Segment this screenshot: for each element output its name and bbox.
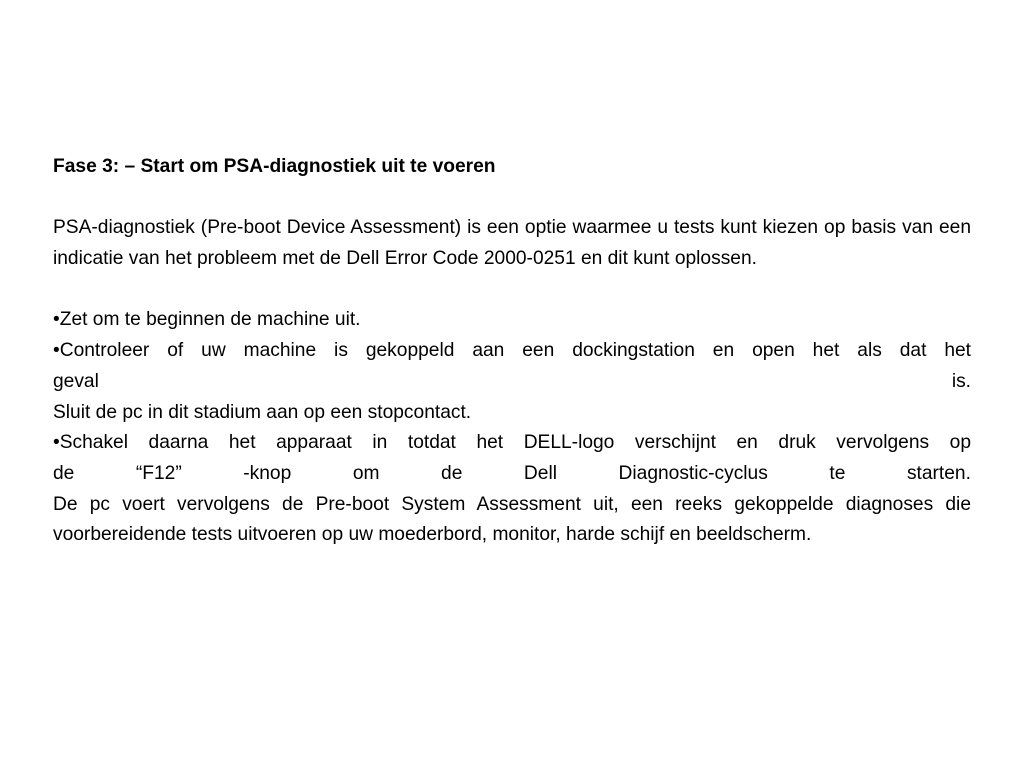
word: Dell — [523, 463, 557, 484]
intro-paragraph: PSA-diagnostiek (Pre-boot Device Assessment) is een optie waarmee u tests kunt kiezen op basis van een indicatie van het probleem met de Dell Error Code 2000-0251 en dit kunt oplossen. — [53, 217, 971, 270]
bullet-3-text: •Schakel daarna het apparaat in totdat het DELL-logo verschijnt en druk vervolgens op — [53, 432, 971, 454]
word: de — [441, 463, 463, 484]
slide-title: Fase 3: – Start om PSA-diagnostiek uit te voeren — [53, 156, 496, 177]
word: is. — [951, 370, 971, 392]
word: starten. — [906, 463, 971, 484]
bullet-item-1: •Zet om te beginnen de machine uit. — [53, 309, 361, 331]
word: Diagnostic-cyclus — [618, 463, 768, 484]
bullet-3-justified-line — [53, 459, 971, 490]
bullet-item-3 — [53, 428, 971, 551]
bullet-2-continuation: Sluit de pc in dit stadium aan op een stopcontact. — [53, 401, 472, 423]
bullet-3-continuation: De pc voert vervolgens de Pre-boot System Assessment uit, een reeks gekoppelde diagnoses die voorbereidende tests uitvoeren op uw moederbord, monitor, harde schijf en beeldscherm. — [53, 493, 971, 546]
bullet-2-text: •Controleer of uw machine is gekoppeld aan een dockingstation en open het als dat het — [53, 340, 971, 362]
spacer — [53, 275, 971, 306]
bullet-2-justified-line — [53, 367, 971, 398]
word: -knop — [243, 463, 292, 484]
word: om — [352, 463, 380, 484]
word: te — [829, 463, 846, 484]
word: geval — [53, 370, 99, 392]
word: de — [53, 463, 75, 484]
bullet-item-2 — [53, 336, 971, 428]
spacer — [53, 183, 971, 214]
word: “F12” — [135, 463, 182, 484]
slide-content — [53, 152, 971, 551]
